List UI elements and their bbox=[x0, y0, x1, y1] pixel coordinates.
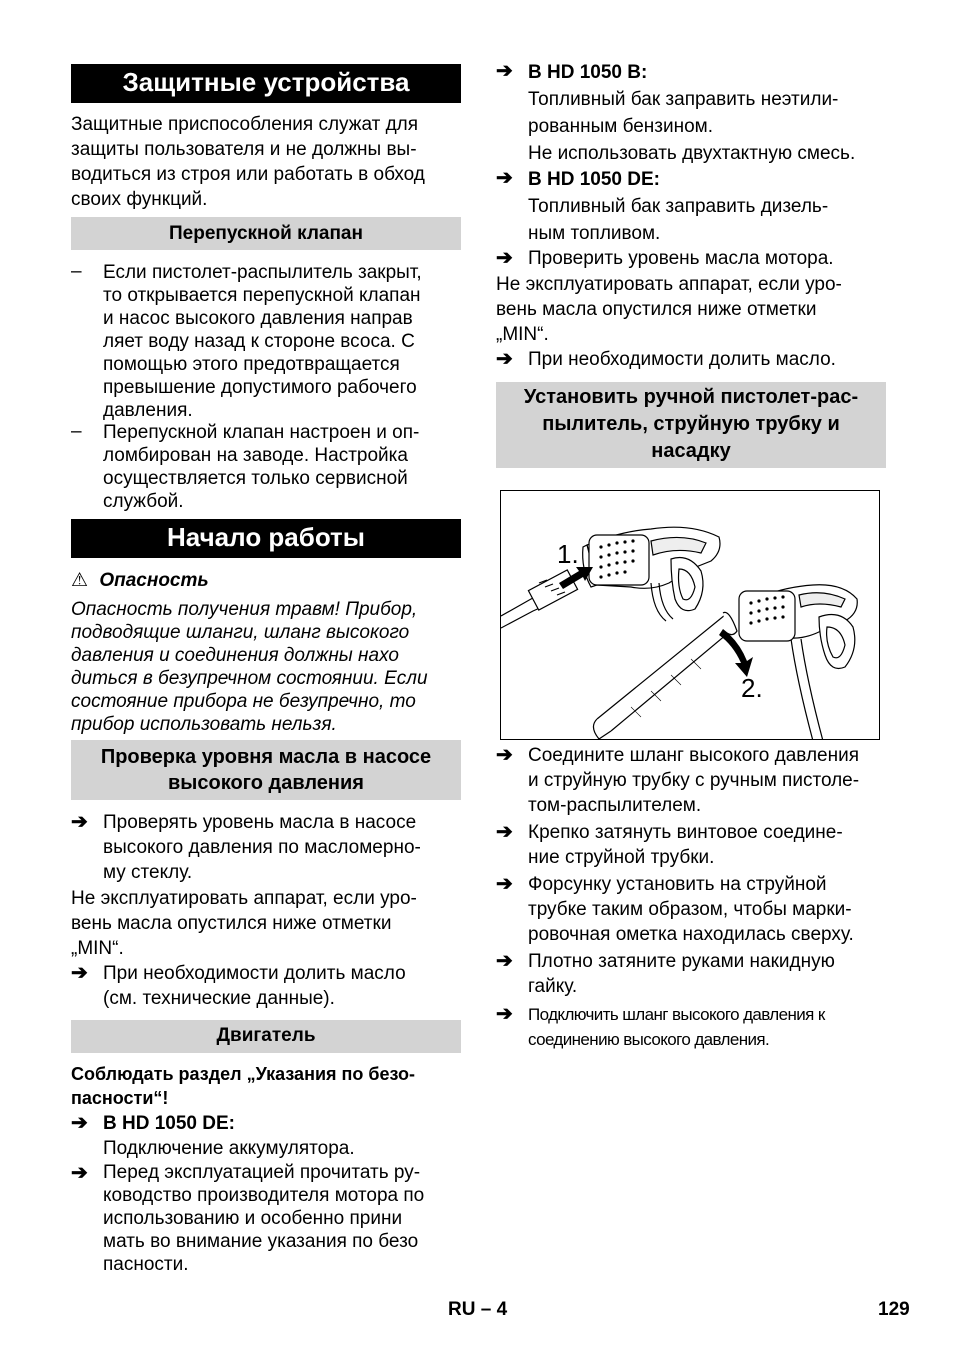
footer-page-number: 129 bbox=[878, 1299, 910, 1320]
spray-gun-assembly-figure bbox=[500, 490, 880, 740]
safety-paragraph: Защитные приспособления служат для защиты пользователя и не должны вы- водиться из строя или работать в обход своих функций. bbox=[71, 114, 425, 210]
figure-label-1: 1. bbox=[557, 539, 579, 569]
heading-oil-check-pump: Проверка уровня масла в насосе высокого давления bbox=[71, 740, 461, 800]
arrow-icon: ➔ bbox=[496, 60, 513, 82]
arrow-icon: ➔ bbox=[496, 1003, 513, 1025]
footer-section: RU – 4 bbox=[448, 1299, 508, 1320]
danger-heading bbox=[71, 569, 461, 593]
engine-safety-note: Соблюдать раздел „Указания по безо- пасности“! bbox=[71, 1064, 415, 1108]
arrow-icon: ➔ bbox=[496, 744, 513, 766]
heading-bypass-valve: Перепускной клапан bbox=[71, 217, 461, 250]
arrow-icon: ➔ bbox=[496, 348, 513, 370]
spray-gun-illustration bbox=[501, 491, 880, 740]
heading-start-operation: Начало работы bbox=[71, 519, 461, 558]
figure-label-2: 2. bbox=[741, 673, 763, 703]
warning-triangle-icon: ⚠ bbox=[71, 570, 89, 591]
danger-title: Опасность bbox=[99, 570, 209, 591]
heading-safety-devices: Защитные устройства bbox=[71, 64, 461, 103]
arrow-icon: ➔ bbox=[496, 167, 513, 189]
arrow-icon: ➔ bbox=[71, 962, 88, 984]
arrow-icon: ➔ bbox=[496, 821, 513, 843]
arrow-icon: ➔ bbox=[71, 1162, 88, 1184]
arrow-icon: ➔ bbox=[496, 247, 513, 269]
heading-engine: Двигатель bbox=[71, 1020, 461, 1053]
heading-install-gun: Установить ручной пистолет-рас- пылитель, струйную трубку и насадку bbox=[496, 382, 886, 468]
engine-oil-note: Не эксплуатировать аппарат, если уро- вень масла опустился ниже отметки „MIN“. bbox=[496, 274, 842, 345]
arrow-icon: ➔ bbox=[71, 811, 88, 833]
arrow-icon: ➔ bbox=[496, 950, 513, 972]
arrow-icon: ➔ bbox=[496, 873, 513, 895]
danger-text: Опасность получения травм! Прибор, подводящие шланги, шланг высокого давления и соединения должны нахо диться в безупречном состоянии. Если состояние прибора не безупречно, то прибор использовать нельзя. bbox=[71, 599, 428, 735]
arrow-icon: ➔ bbox=[71, 1112, 88, 1134]
oil-note: Не эксплуатировать аппарат, если уро- вень масла опустился ниже отметки „MIN“. bbox=[71, 888, 417, 959]
